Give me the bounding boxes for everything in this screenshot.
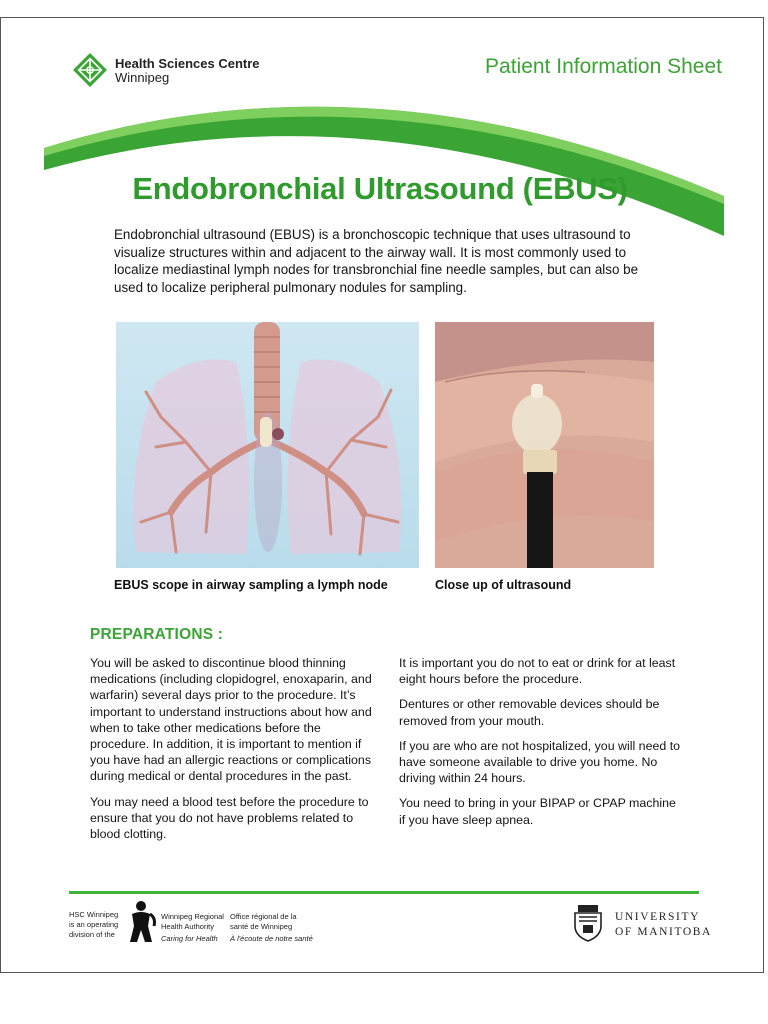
preparation-paragraph: If you are who are not hospitalized, you will need to have someone available to drive you home. No driving within 24 hours. [399,738,681,786]
page-title: Endobronchial Ultrasound (EBUS) [132,171,628,206]
wrha-french-tagline: À l'écoute de notre santé [230,934,313,943]
wrha-figure-icon [126,900,158,944]
preparation-paragraph: You need to bring in your BIPAP or CPAP machine if you have sleep apnea. [399,796,676,827]
university-name-line: OF MANITOBA [615,926,712,938]
university-name-line: UNIVERSITY [615,911,700,923]
green-swoosh-banner [44,86,724,246]
preparations-left-column [90,655,375,851]
hsc-division-note [69,910,118,940]
wrha-tagline: Caring for Health [161,934,218,943]
figure-caption-ultrasound: Close up of ultrasound [435,578,572,592]
preparations-heading: PREPARATIONS : [90,626,224,643]
wrha-french-line: santé de Winnipeg [230,922,293,931]
wrha-name-line: Winnipeg Regional [161,912,224,921]
university-name [615,910,712,940]
hsc-division-line: is an operating [69,920,119,929]
figure-caption-airway: EBUS scope in airway sampling a lymph node [114,578,388,592]
hsc-diamond-knot-icon [72,52,108,88]
sheet-type-label: Patient Information Sheet [485,55,722,78]
hsc-division-line: division of the [69,930,115,939]
footer-divider [69,891,699,894]
preparation-paragraph: You may need a blood test before the procedure to ensure that you do not have problems related to blood clotting. [90,794,369,842]
wrha-french-name [230,912,313,944]
org-name: Health Sciences Centre [115,56,260,71]
wrha-name [161,912,224,944]
preparation-paragraph: It is important you do not to eat or drink for at least eight hours before the procedure. [399,656,676,687]
preparation-paragraph: You will be asked to discontinue blood thinning medications (including clopidogrel, enoxaparin, and warfarin) several days prior to the procedure. It’s important to understand instructions about how and when to take other medications before the procedure. In addition, it is important to mention if you have had an allergic reactions or complications during medical or dental procedures in the past. [90,656,372,784]
hsc-division-line: HSC Winnipeg [69,910,119,919]
preparation-paragraph: Dentures or other removable devices should be removed from your mouth. [399,697,660,728]
wrha-name-line: Health Authority [161,922,214,931]
wrha-french-line: Office régional de la [230,912,297,921]
ultrasound-closeup-photo [435,322,654,568]
org-city: Winnipeg [115,70,170,85]
intro-paragraph: Endobronchial ultrasound (EBUS) is a bronchoscopic technique that uses ultrasound to visualize structures within and adjacent to the airway wall. It is most commonly used to localize mediastinal lymph nodes for transbronchial fine needle samples, but can also be used to localize peripheral pulmonary nodules for sampling. [114,227,639,295]
university-crest-icon [572,904,604,942]
preparations-right-column [399,655,684,837]
ebus-airway-illustration [116,322,419,568]
